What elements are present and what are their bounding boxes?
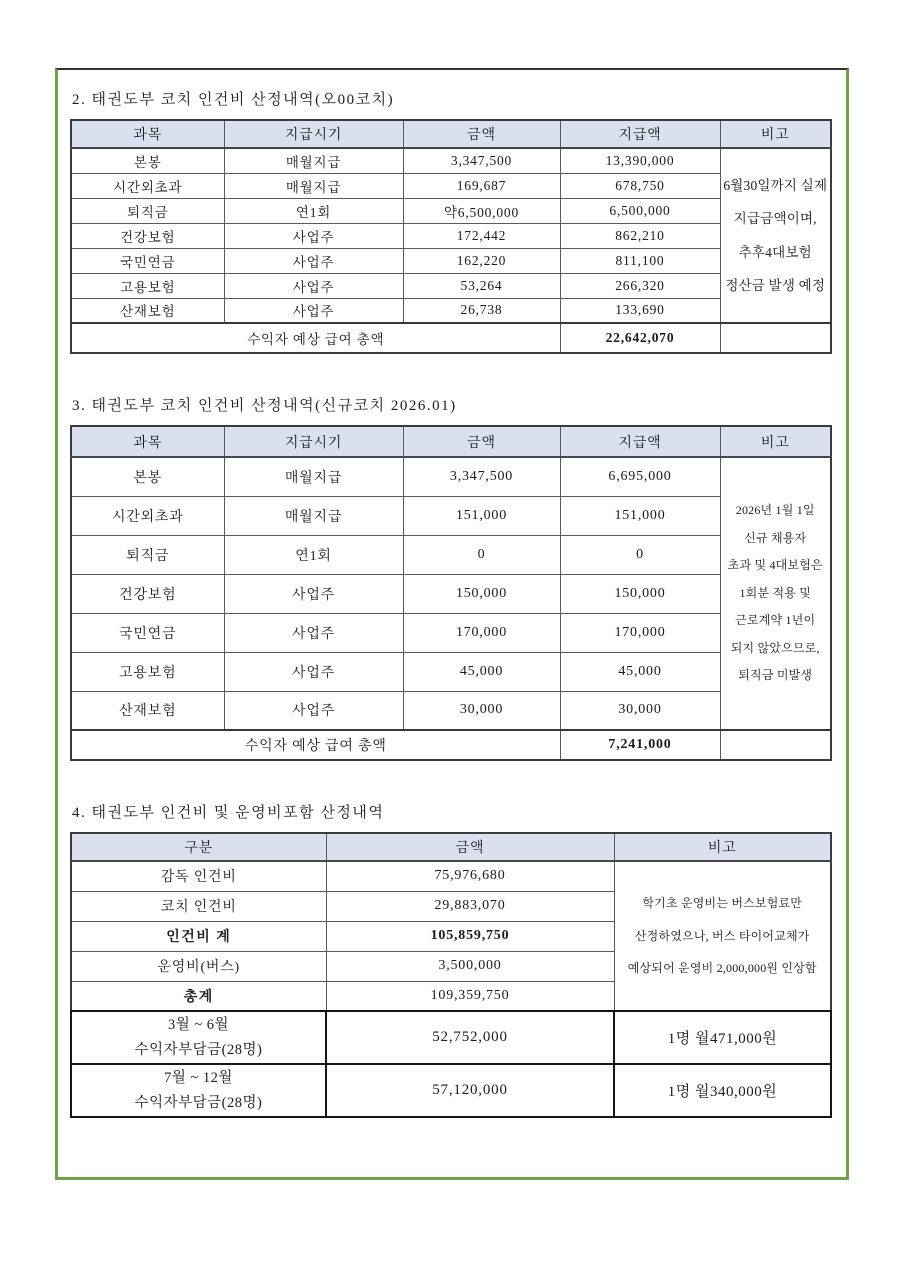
table-row (71, 574, 831, 613)
remark-line: 1회분 적용 및 (739, 585, 812, 600)
table-cell: 75,976,680 (326, 861, 614, 891)
table-cell: 151,000 (403, 496, 560, 535)
table-cell: 산재보험 (71, 298, 224, 323)
table-cell: 국민연금 (71, 613, 224, 652)
table-cell: 사업주 (224, 691, 403, 730)
table-cell: 3,347,500 (403, 148, 560, 173)
header-row (71, 833, 831, 861)
table-cell: 코치 인건비 (71, 891, 326, 921)
charge-desc: 수익자부담금(28명) (134, 1094, 263, 1111)
table-cell: 170,000 (403, 613, 560, 652)
table-cell: 매월지급 (224, 457, 403, 496)
total-row (71, 323, 831, 353)
table-cell: 13,390,000 (560, 148, 720, 173)
table-cell: 매월지급 (224, 148, 403, 173)
col-subject: 과목 (71, 120, 224, 148)
remark-line: 산정하였으나, 버스 타이어교체가 (634, 928, 810, 943)
col-pay-timing: 지급시기 (224, 120, 403, 148)
col-pay-timing: 지급시기 (224, 426, 403, 457)
table-cell: 45,000 (560, 652, 720, 691)
header-row (71, 120, 831, 148)
table-row (71, 273, 831, 298)
table-cell: 국민연금 (71, 248, 224, 273)
table-cell: 6,695,000 (560, 457, 720, 496)
table-cell: 30,000 (560, 691, 720, 730)
col-remark: 비고 (720, 426, 831, 457)
charge-period: 3월 ~ 6월 (167, 1016, 230, 1033)
table-row (71, 861, 831, 891)
table-cell: 29,883,070 (326, 891, 614, 921)
charge-amount: 52,752,000 (326, 1011, 614, 1064)
table-row (71, 248, 831, 273)
col-amount: 금액 (403, 120, 560, 148)
table-cell: 운영비(버스) (71, 951, 326, 981)
table-cell: 0 (560, 535, 720, 574)
pay-table-o00 (70, 119, 832, 354)
table-cell: 30,000 (403, 691, 560, 730)
table-row (71, 496, 831, 535)
col-amount: 금액 (326, 833, 614, 861)
remark-line: 예상되어 운영비 2,000,000원 인상함 (627, 961, 817, 976)
table-cell: 811,100 (560, 248, 720, 273)
section-coach-pay-o00 (70, 88, 846, 354)
charge-period: 7월 ~ 12월 (164, 1069, 233, 1086)
col-subject: 과목 (71, 426, 224, 457)
table-cell: 사업주 (224, 273, 403, 298)
table-row (71, 652, 831, 691)
table-cell: 매월지급 (224, 496, 403, 535)
table-cell: 사업주 (224, 298, 403, 323)
table-cell: 사업주 (224, 574, 403, 613)
table-cell: 3,500,000 (326, 951, 614, 981)
remark-line: 근로계약 1년이 (735, 613, 816, 628)
table-cell: 사업주 (224, 613, 403, 652)
table-cell: 172,442 (403, 223, 560, 248)
total-amount: 22,642,070 (560, 323, 720, 353)
table-cell: 총계 (71, 981, 326, 1011)
total-label: 수익자 예상 급여 총액 (71, 730, 560, 760)
table-row (71, 298, 831, 323)
table-cell: 162,220 (403, 248, 560, 273)
table-cell: 53,264 (403, 273, 560, 298)
remark-line: 6월30일까지 실제 (723, 178, 828, 194)
remark-line: 초과 및 4대보험은 (727, 558, 823, 573)
col-paid-amount: 지급액 (560, 120, 720, 148)
table-cell: 0 (403, 535, 560, 574)
table-cell: 본봉 (71, 148, 224, 173)
table-cell: 본봉 (71, 457, 224, 496)
remark-line: 지급금액이며, (733, 211, 817, 227)
table-cell: 시간외초과 (71, 173, 224, 198)
table-row (71, 691, 831, 730)
col-remark: 비고 (720, 120, 831, 148)
table-row (71, 223, 831, 248)
remark-line: 정산금 발생 예정 (725, 277, 826, 293)
table-cell: 45,000 (403, 652, 560, 691)
section-title: 4. 태권도부 인건비 및 운영비포함 산정내역 (72, 805, 385, 821)
table-cell: 150,000 (560, 574, 720, 613)
table-cell: 150,000 (403, 574, 560, 613)
table-cell: 건강보험 (71, 223, 224, 248)
table-cell: 약6,500,000 (403, 198, 560, 223)
section-total-cost (70, 801, 846, 1118)
table-cell: 169,687 (403, 173, 560, 198)
total-amount: 7,241,000 (560, 730, 720, 760)
remark-note (614, 861, 831, 1011)
remark-line: 신규 채용자 (744, 530, 807, 545)
cost-summary-table (70, 832, 832, 1118)
table-cell: 연1회 (224, 198, 403, 223)
table-cell: 퇴직금 (71, 535, 224, 574)
col-category: 구분 (71, 833, 326, 861)
col-paid-amount: 지급액 (560, 426, 720, 457)
charge-remark: 1명 월471,000원 (614, 1011, 831, 1064)
table-cell: 109,359,750 (326, 981, 614, 1011)
remark-note (720, 457, 831, 730)
table-row (71, 198, 831, 223)
pay-table-new-coach (70, 425, 832, 761)
remark-line: 되지 않았으므로, (730, 640, 820, 655)
table-cell: 시간외초과 (71, 496, 224, 535)
table-cell: 862,210 (560, 223, 720, 248)
header-row (71, 426, 831, 457)
table-cell: 감독 인건비 (71, 861, 326, 891)
table-row (71, 535, 831, 574)
charge-period-label (71, 1064, 326, 1117)
empty-remark-cell (720, 323, 831, 353)
total-row (71, 730, 831, 760)
table-cell: 퇴직금 (71, 198, 224, 223)
col-amount: 금액 (403, 426, 560, 457)
table-cell: 산재보험 (71, 691, 224, 730)
section-coach-pay-new (70, 394, 846, 761)
section-title: 3. 태권도부 코치 인건비 산정내역(신규코치 2026.01) (72, 398, 457, 414)
table-cell: 6,500,000 (560, 198, 720, 223)
table-cell: 133,690 (560, 298, 720, 323)
table-cell: 건강보험 (71, 574, 224, 613)
table-cell: 연1회 (224, 535, 403, 574)
charge-amount: 57,120,000 (326, 1064, 614, 1117)
table-cell: 고용보험 (71, 652, 224, 691)
empty-remark-cell (720, 730, 831, 760)
table-row (71, 613, 831, 652)
table-row (71, 457, 831, 496)
table-cell: 26,738 (403, 298, 560, 323)
table-cell: 151,000 (560, 496, 720, 535)
remark-note (720, 148, 831, 323)
table-cell: 678,750 (560, 173, 720, 198)
section-title: 2. 태권도부 코치 인건비 산정내역(오00코치) (72, 92, 395, 108)
beneficiary-charge-row (71, 1064, 831, 1117)
table-cell: 170,000 (560, 613, 720, 652)
table-row (71, 173, 831, 198)
table-cell: 3,347,500 (403, 457, 560, 496)
remark-line: 추후4대보험 (738, 244, 812, 260)
charge-period-label (71, 1011, 326, 1064)
charge-desc: 수익자부담금(28명) (134, 1041, 263, 1058)
table-cell: 266,320 (560, 273, 720, 298)
table-row (71, 148, 831, 173)
table-cell: 105,859,750 (326, 921, 614, 951)
table-cell: 고용보험 (71, 273, 224, 298)
table-cell: 사업주 (224, 248, 403, 273)
remark-line: 학기초 운영비는 버스보험료만 (642, 896, 803, 911)
total-label: 수익자 예상 급여 총액 (71, 323, 560, 353)
charge-remark: 1명 월340,000원 (614, 1064, 831, 1117)
remark-line: 2026년 1월 1일 (735, 502, 815, 517)
beneficiary-charge-row (71, 1011, 831, 1064)
page-border-frame (55, 68, 849, 1180)
col-remark: 비고 (614, 833, 831, 861)
table-cell: 매월지급 (224, 173, 403, 198)
table-cell: 인건비 계 (71, 921, 326, 951)
remark-line: 퇴직금 미발생 (738, 668, 813, 683)
table-cell: 사업주 (224, 223, 403, 248)
table-cell: 사업주 (224, 652, 403, 691)
